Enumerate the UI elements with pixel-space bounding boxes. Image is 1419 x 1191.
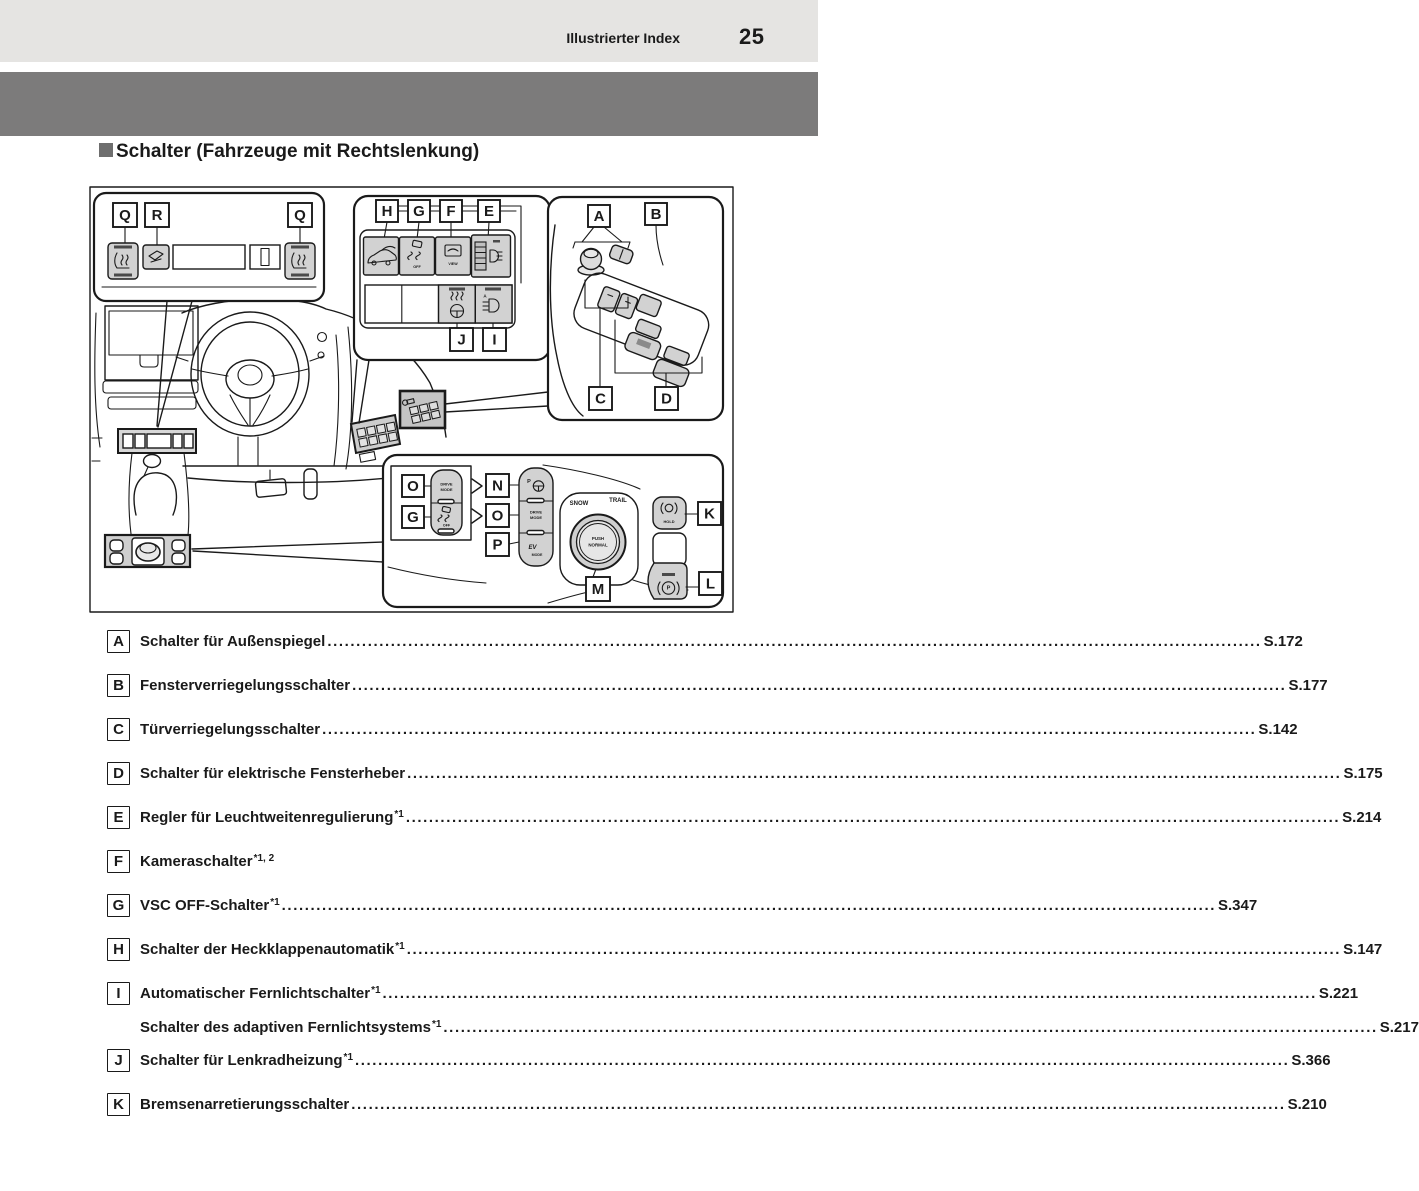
svg-text:A: A (483, 293, 487, 299)
item-page-ref: S.221 (1318, 985, 1359, 1002)
item-label: Regler für Leuchtweitenregulierung (140, 809, 394, 826)
callout-e (478, 200, 500, 222)
index-item-k (107, 1093, 1327, 1117)
svg-text:HOLD: HOLD (663, 519, 675, 524)
index-list (107, 630, 1419, 1117)
svg-text:E: E (483, 203, 495, 220)
tailgate-switch (364, 237, 399, 275)
svg-text:C: C (595, 390, 606, 408)
index-item-j (107, 1049, 1331, 1073)
vsc-off-switch (400, 237, 435, 275)
svg-text:SNOW: SNOW (569, 501, 589, 507)
item-label: Schalter für Außenspiegel (140, 633, 326, 650)
dot-leader (355, 1049, 1289, 1072)
title-square-icon (99, 143, 113, 157)
item-page-ref: S.177 (1288, 677, 1328, 694)
item-page-ref: S.347 (1218, 897, 1258, 914)
item-footnote: *1 (343, 1052, 353, 1063)
svg-text:O: O (491, 507, 504, 525)
svg-text:VIEW: VIEW (448, 262, 458, 266)
svg-text:H: H (381, 203, 393, 220)
mirror-control-knob (578, 249, 604, 276)
item-page-ref: S.172 (1263, 633, 1303, 650)
item-label: Schalter für elektrische Fensterheber (140, 765, 406, 782)
svg-text:B: B (650, 206, 662, 223)
svg-text:P: P (492, 536, 503, 554)
item-letter-box: H (107, 938, 130, 961)
dot-leader (327, 630, 1261, 653)
item-label: Schalter der Heckklappenautomatik (140, 941, 395, 958)
callout-o-left (402, 475, 424, 497)
item-label: Türverriegelungsschalter (140, 721, 321, 738)
index-item-a (107, 630, 1303, 654)
item-page-ref: S.147 (1343, 941, 1383, 958)
callout-n (486, 474, 509, 497)
svg-text:OFF: OFF (442, 523, 451, 528)
header-band (0, 0, 818, 62)
item-footnote: *1, 2 (253, 853, 275, 864)
item-label: Automatischer Fernlichtschalter (140, 985, 371, 1002)
seat-heater-switch-right (285, 243, 315, 279)
blank-switch (653, 533, 686, 566)
svg-text:M: M (591, 581, 605, 598)
item-letter-box: E (107, 806, 130, 829)
item-letter-box: B (107, 674, 130, 697)
svg-text:J: J (457, 331, 466, 349)
parking-brake-switch (648, 563, 687, 599)
callout-o-right (486, 504, 509, 527)
chapter-band (0, 72, 818, 136)
page-number: 25 (739, 24, 765, 49)
callout-f (440, 200, 462, 222)
item-footnote: *1 (394, 809, 404, 820)
index-item-e (107, 806, 1382, 830)
section-title: Schalter (Fahrzeuge mit Rechtslenkung) (99, 141, 479, 163)
dot-leader (352, 674, 1286, 697)
index-item-b (107, 674, 1328, 698)
callout-d (655, 387, 678, 410)
dashboard-diagram (88, 185, 735, 615)
callout-g-top (408, 200, 430, 222)
item-letter-box: K (107, 1093, 130, 1116)
callout-j (450, 328, 473, 351)
item-footnote: *1 (431, 1019, 442, 1030)
dot-leader (383, 982, 1317, 1005)
dot-leader (351, 1093, 1285, 1116)
overhead-slot (250, 245, 280, 269)
svg-text:PUSH: PUSH (591, 536, 605, 541)
svg-text:F: F (446, 203, 456, 220)
mode-switch-pill (519, 468, 553, 566)
svg-text:DRIVE: DRIVE (529, 509, 543, 515)
svg-text:G: G (413, 203, 425, 220)
index-item-f (107, 850, 709, 874)
svg-text:N: N (492, 477, 503, 495)
svg-text:P: P (666, 585, 671, 592)
item-footnote: *1 (395, 941, 405, 952)
svg-text:EV: EV (528, 545, 537, 551)
index-item-continuation (107, 1016, 1419, 1037)
item-footnote: *1 (371, 985, 381, 996)
item-page-ref: S.142 (1258, 721, 1298, 738)
drive-mode-rocker (431, 470, 462, 535)
item-letter-box: D (107, 762, 130, 785)
callout-h (376, 200, 398, 222)
callout-m (586, 577, 610, 601)
svg-text:OFF: OFF (413, 265, 421, 269)
svg-text:G: G (407, 509, 419, 526)
svg-text:MODE: MODE (531, 553, 543, 557)
headlight-leveling-dial (472, 235, 511, 277)
index-item-c (107, 718, 1298, 742)
item-page-ref: S.366 (1291, 1052, 1331, 1069)
dot-leader (282, 894, 1216, 917)
overhead-display (173, 245, 245, 269)
index-item-i (107, 982, 1359, 1006)
callout-r (145, 203, 169, 227)
index-item-h (107, 938, 1383, 962)
svg-text:D: D (661, 390, 672, 408)
svg-text:O: O (407, 478, 419, 495)
item-letter-box: F (107, 850, 130, 873)
panel-door-switches (548, 197, 723, 420)
svg-text:DRIVE: DRIVE (440, 481, 453, 487)
item-letter-box: A (107, 630, 130, 653)
item-label: Schalter des adaptiven Fernlichtsystems (140, 1019, 431, 1036)
svg-text:TRAIL: TRAIL (609, 498, 627, 504)
svg-text:Q: Q (294, 207, 306, 224)
item-page-ref: S.217 (1379, 1019, 1419, 1036)
svg-text:MODE: MODE (530, 515, 542, 520)
item-label: Fensterverriegelungsschalter (140, 677, 351, 694)
svg-text:MODE: MODE (440, 487, 453, 492)
console-switch-cluster (105, 535, 190, 567)
index-item-d (107, 762, 1383, 786)
item-page-ref: S.210 (1287, 1096, 1327, 1113)
header-section-title: Illustrierter Index (566, 30, 680, 46)
svg-text:NORMAL: NORMAL (588, 542, 608, 548)
callout-l (699, 572, 722, 595)
svg-text:R: R (151, 207, 163, 224)
dash-switch-bank-highlight (400, 391, 445, 428)
callout-b (645, 203, 667, 225)
item-label: Bremsenarretierungsschalter (140, 1096, 350, 1113)
item-letter-box (107, 1016, 130, 1039)
dot-leader (443, 1016, 1377, 1039)
camera-switch (436, 237, 471, 275)
svg-text:P: P (527, 479, 531, 485)
svg-text:L: L (705, 575, 716, 593)
svg-text:A: A (593, 208, 605, 225)
item-footnote: *1 (270, 897, 280, 908)
item-page-ref: S.214 (1342, 809, 1382, 826)
callout-q-right (288, 203, 312, 227)
item-letter-box: C (107, 718, 130, 741)
callout-i (483, 328, 506, 351)
item-page-ref: S.175 (1343, 765, 1383, 782)
callout-q-left (113, 203, 137, 227)
svg-text:I: I (492, 331, 497, 349)
svg-text:K: K (704, 505, 715, 523)
panel-drive-mode (383, 455, 723, 607)
callout-a (588, 205, 610, 227)
item-label: VSC OFF-Schalter (140, 897, 270, 914)
dot-leader (322, 718, 1256, 741)
callout-k (698, 502, 721, 525)
sunroof-switch (143, 245, 169, 269)
item-letter-box: J (107, 1049, 130, 1072)
item-letter-box: G (107, 894, 130, 917)
item-letter-box: I (107, 982, 130, 1005)
item-label: Kameraschalter (140, 853, 253, 870)
svg-text:Q: Q (119, 207, 131, 224)
dot-leader (406, 806, 1340, 829)
seat-heater-switch-left (108, 243, 138, 279)
callout-p (486, 533, 509, 556)
brake-hold-switch (653, 497, 686, 529)
callout-c (589, 387, 612, 410)
dot-leader (407, 762, 1341, 785)
item-label: Schalter für Lenkradheizung (140, 1052, 343, 1069)
dot-leader (407, 938, 1341, 961)
index-item-g (107, 894, 1258, 918)
callout-g-bottom (402, 506, 424, 528)
